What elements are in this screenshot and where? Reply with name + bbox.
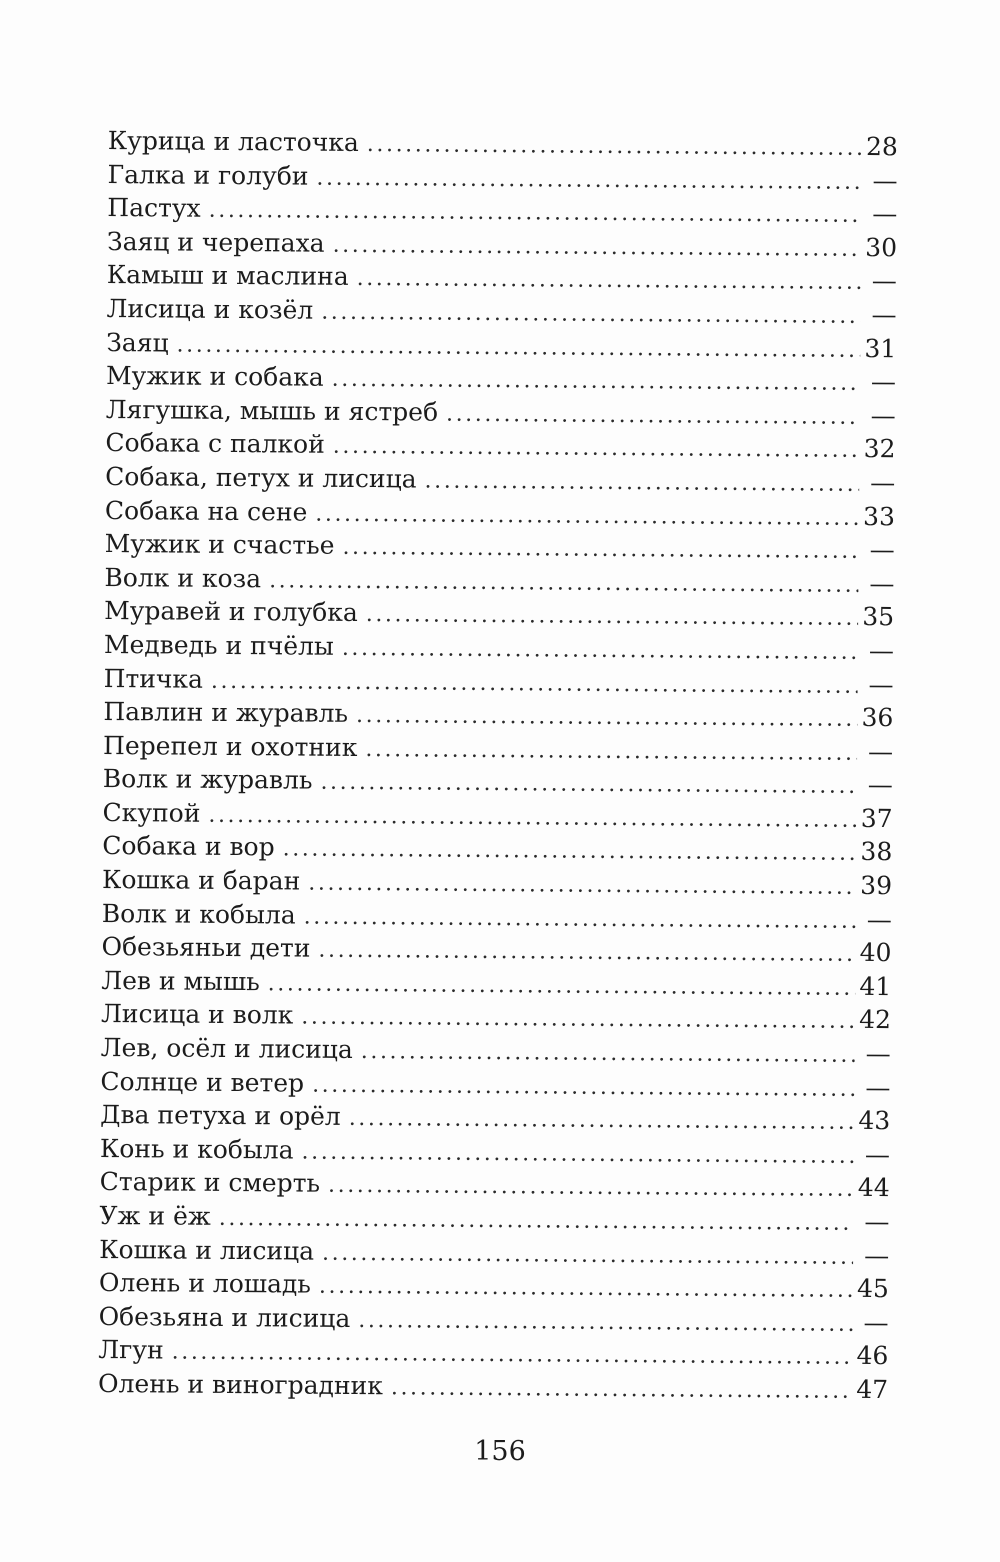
toc-entry-title: Камыш и маслина (106, 260, 349, 292)
toc-dot-leader (283, 833, 857, 871)
toc-entry-page: — (871, 299, 897, 330)
toc-entry-page: — (869, 535, 895, 565)
toc-dot-leader (366, 598, 859, 635)
toc-entry-title: Волк и журавль (102, 764, 313, 795)
toc-dot-leader (357, 262, 861, 300)
toc-dot-leader (319, 1270, 853, 1308)
toc-dot-leader (312, 1068, 855, 1106)
toc-dot-leader (328, 1169, 854, 1207)
toc-entry-page: — (865, 1039, 891, 1069)
toc-entry-page: 41 (859, 971, 892, 1002)
toc-entry-title: Кошка и лисица (99, 1234, 315, 1266)
toc-entry-page: — (865, 1072, 891, 1102)
toc-entry-title: Конь и кобыла (99, 1133, 294, 1165)
toc-dot-leader (321, 296, 861, 334)
toc-dot-leader (365, 733, 857, 770)
toc-entry-title: Обезьяна и лисица (98, 1301, 351, 1333)
toc-dot-leader (358, 1304, 853, 1341)
toc-entry-page: 30 (865, 232, 898, 262)
toc-entry-title: Лисица и волк (100, 999, 294, 1030)
toc-entry-page: — (867, 770, 893, 800)
toc-entry-title: Галка и голуби (107, 159, 309, 191)
toc-entry-title: Медведь и пчёлы (103, 629, 335, 661)
toc-entry-title: Птичка (103, 663, 204, 694)
toc-dot-leader (342, 632, 858, 670)
toc-dot-leader (446, 397, 860, 434)
toc-entry-title: Муравей и голубка (104, 596, 358, 628)
page-number: 156 (474, 1436, 526, 1467)
toc-entry-page: 39 (860, 870, 893, 901)
toc-entry-page: — (867, 736, 894, 766)
toc-entry-page: — (872, 165, 898, 195)
toc-entry-page: — (864, 1240, 890, 1270)
toc-entry-page: 28 (865, 131, 898, 162)
toc-entry-page: 35 (862, 602, 895, 632)
toc-entry-title: Старик и смерть (99, 1167, 321, 1199)
toc-entry-title: Волк и кобыла (101, 898, 296, 930)
toc-entry-page: 42 (859, 1005, 892, 1035)
toc-entry-page: — (871, 266, 897, 296)
toc-entry-title: Волк и коза (104, 562, 262, 593)
toc-entry-title: Собака, петух и лисица (105, 461, 417, 494)
toc-entry-title: Олень и лошадь (98, 1268, 312, 1299)
toc-entry-title: Лягушка, мышь и ястреб (105, 394, 439, 427)
toc-entry-title: Собака на сене (104, 495, 308, 527)
toc-dot-leader (308, 867, 856, 905)
toc-dot-leader (304, 900, 856, 938)
toc-entry-page: 47 (856, 1374, 889, 1405)
table-of-contents (98, 124, 898, 1407)
toc-entry-title: Мужик и счастье (104, 529, 335, 560)
toc-entry-page: 37 (860, 803, 893, 834)
toc-entry-title: Собака и вор (102, 831, 275, 862)
toc-entry-title: Солнце и ветер (100, 1066, 305, 1098)
toc-entry-title: Олень и виноградник (97, 1368, 384, 1401)
toc-entry-title: Мужик и собака (105, 361, 324, 392)
toc-entry-title: Перепел и охотник (103, 730, 358, 762)
toc-entry-title: Кошка и баран (101, 865, 301, 896)
toc-entry-page: 33 (863, 501, 896, 531)
toc-entry-page: — (870, 467, 896, 498)
toc-entry-page: 31 (864, 333, 897, 363)
toc-dot-leader (342, 531, 858, 569)
toc-dot-leader (315, 497, 859, 535)
toc-dot-leader (268, 967, 856, 1005)
toc-dot-leader (301, 1001, 855, 1039)
toc-entry-title: Курица и ласточка (107, 125, 359, 157)
toc-entry-page: 43 (858, 1106, 891, 1136)
toc-entry-page: — (868, 635, 895, 666)
toc-dot-leader (367, 128, 862, 165)
toc-entry-page: — (866, 904, 892, 934)
toc-dot-leader (361, 1035, 855, 1072)
toc-dot-leader (316, 161, 861, 199)
toc-entry-page: — (872, 199, 898, 229)
toc-dot-leader (301, 1135, 854, 1173)
toc-dot-leader (320, 766, 857, 804)
toc-entry-page: — (863, 1307, 889, 1337)
toc-entry-title: Заяц (106, 327, 169, 358)
toc-dot-leader (391, 1371, 852, 1408)
toc-dot-leader (333, 229, 862, 267)
toc-entry-page: 32 (863, 434, 896, 464)
toc-entry-title: Скупой (102, 797, 201, 828)
toc-entry-title: Лгун (98, 1335, 164, 1365)
toc-dot-leader (318, 934, 855, 972)
toc-entry-page: — (864, 1139, 891, 1169)
toc-entry-title: Лисица и козёл (106, 293, 314, 325)
toc-dot-leader (349, 1102, 855, 1140)
toc-entry-title: Собака с палкой (105, 428, 325, 460)
toc-entry-title: Заяц и черепаха (106, 226, 325, 258)
toc-entry-title: Обезьяньи дети (101, 932, 311, 963)
toc-dot-leader (424, 464, 859, 501)
toc-dot-leader (322, 1236, 853, 1274)
toc-entry-page: — (868, 669, 894, 699)
toc-dot-leader (208, 799, 856, 838)
toc-entry-page: 36 (861, 703, 894, 733)
toc-entry-page: — (870, 367, 897, 397)
toc-entry-title: Павлин и журавль (103, 697, 349, 728)
toc-entry-page: 38 (860, 837, 893, 867)
toc-entry-page: 44 (857, 1173, 890, 1203)
toc-entry-page: 46 (856, 1341, 889, 1371)
toc-dot-leader (356, 699, 858, 737)
toc-entry-page: 40 (859, 938, 892, 968)
toc-entry-title: Лев, осёл и лисица (100, 1033, 353, 1064)
toc-entry-title: Уж и ёж (99, 1200, 211, 1231)
toc-entry-page: — (870, 400, 896, 430)
toc-entry-title: Лев и мышь (101, 965, 260, 997)
toc-entry-page: 45 (856, 1274, 889, 1304)
toc-entry-title: Два петуха и орёл (100, 1100, 341, 1132)
toc-entry-title: Пастух (107, 193, 201, 223)
toc-entry-page: — (864, 1206, 890, 1237)
toc-entry-page: — (869, 568, 895, 598)
